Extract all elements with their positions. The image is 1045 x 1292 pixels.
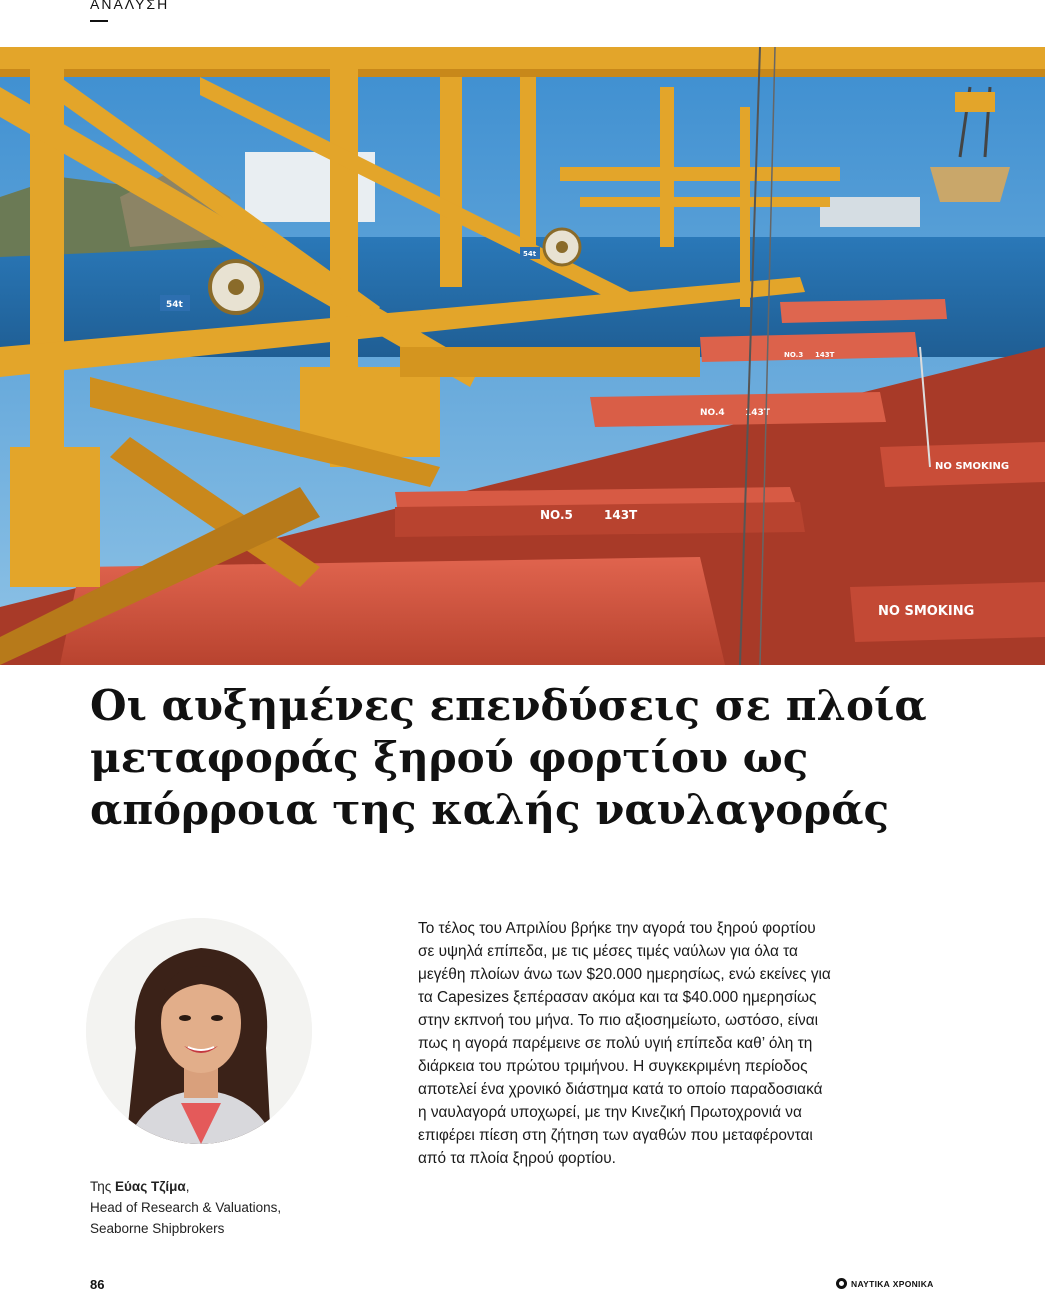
crane-load-plate: 54t [523, 250, 537, 258]
body-line: αποτελεί ένα χρονικό διάστημα κατά το οποίο παραδοσιακά [418, 1081, 823, 1098]
article-headline [90, 680, 990, 836]
section-label: ΑΝΑΛΥΣΗ [90, 0, 170, 12]
publication-brand [836, 1278, 934, 1289]
brand-name: ΝΑΥΤΙΚΑ ΧΡΟΝΙΚΑ [851, 1278, 934, 1289]
author-name: Εύας Τζίμα [115, 1179, 186, 1194]
page-number: 86 [90, 1277, 105, 1292]
body-line: η ναυλαγορά υποχωρεί, με την Κινεζική Πρωτοχρονιά να [418, 1104, 802, 1121]
hatch-label-3: NO.3 [784, 351, 804, 359]
author-portrait [86, 918, 312, 1144]
headline-line: απόρροια της καλής ναυλαγοράς [90, 785, 890, 834]
brand-logo-icon [836, 1278, 847, 1289]
body-line: τα Capesizes ξεπέρασαν ακόμα και τα $40.000 ημερησίως [418, 989, 817, 1006]
headline-line: Οι αυξημένες επενδύσεις σε πλοία [90, 681, 927, 730]
article-body [418, 917, 938, 1170]
hatch-weight-3: 143T [815, 351, 835, 359]
author-byline [90, 1176, 281, 1239]
hatch-weight-5: 143T [604, 508, 638, 522]
body-line: διάρκεια του πρώτου τριμήνου. Η συγκεκριμένη περίοδος [418, 1058, 808, 1075]
body-line: από τα πλοία ξηρού φορτίου. [418, 1150, 616, 1167]
crane-load-plate: 54t [166, 300, 183, 310]
author-suffix: , [185, 1179, 190, 1194]
body-line: επιφέρει πίεση στη ζήτηση των αγαθών που μεταφέρονται [418, 1127, 813, 1144]
no-smoking-sign-upper: NO SMOKING [935, 461, 1010, 472]
hatch-label-5: NO.5 [540, 508, 573, 522]
headline-line: μεταφοράς ξηρού φορτίου ως [90, 733, 809, 782]
author-title: Head of Research & Valuations, [90, 1200, 282, 1215]
body-line: στην εκπνοή του μήνα. Το πιο αξιοσημείωτο, ωστόσο, είναι [418, 1012, 819, 1029]
author-prefix: Της [90, 1179, 116, 1194]
hatch-label-4: NO.4 [700, 408, 725, 418]
no-smoking-sign-lower: NO SMOKING [878, 604, 975, 619]
body-line: σε υψηλά επίπεδα, με τις μέσες τιμές ναύλων για όλα τα [418, 943, 798, 960]
section-divider [90, 20, 108, 22]
body-line: πως η αγορά παρέμεινε σε πολύ υγιή επίπεδα καθ’ όλη τη [418, 1035, 813, 1052]
author-company: Seaborne Shipbrokers [90, 1221, 225, 1236]
hatch-weight-4: 143T [745, 408, 770, 418]
author-line [90, 1176, 281, 1197]
hero-photo [0, 47, 1045, 665]
body-line: μεγέθη πλοίων άνω των $20.000 ημερησίως, ενώ εκείνες για [418, 966, 831, 983]
body-line: Το τέλος του Απριλίου βρήκε την αγορά του ξηρού φορτίου [418, 920, 816, 937]
